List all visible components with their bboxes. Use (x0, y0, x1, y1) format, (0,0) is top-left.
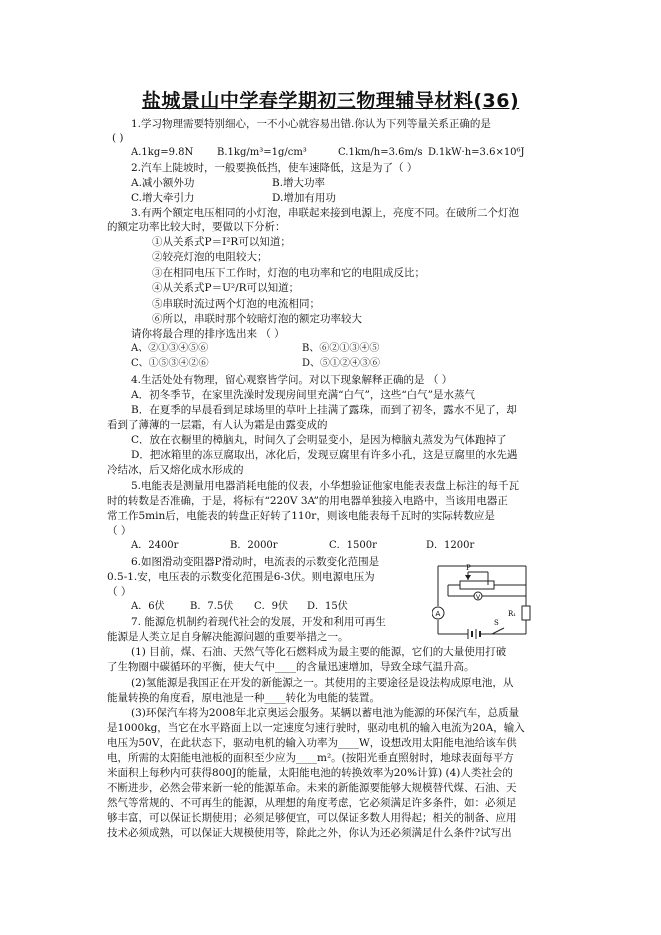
q5-option-a: A．2400r (131, 540, 179, 551)
circuit-diagram (432, 558, 532, 644)
q1-stem: 1.学习物理需要特别细心，一不小心就容易出错.你认为下列等量关系正确的是 (131, 118, 491, 130)
q5-line3: 常工作5min后，电能表的转盘正好转了110r，则该电能表每千瓦时的实际转数应是 (107, 510, 495, 522)
q5-option-b: B．2000r (230, 540, 278, 551)
q4-option-d-line2: 冷结冰，后又熔化成水形成的 (107, 464, 244, 476)
q6-option-c: C．9伏 (254, 601, 289, 612)
q4-option-b-line2: 看到了薄薄的一层霜，有人认为霜是由露变成的 (107, 419, 328, 431)
q3-stem-line1: 3.有两个额定电压相同的小灯泡，串联起来接到电源上，亮度不同。在破所二个灯泡 (131, 207, 520, 219)
q7-line2: 能源是人类立足自身解决能源问题的重要举措之一。 (107, 631, 349, 643)
q4-stem: 4.生活处处有物理，留心观察皆学问。对以下现象解释正确的是 （ ） (131, 374, 453, 386)
q3-step-6: ⑥所以，串联时那个较暗灯泡的额定功率较大 (152, 313, 362, 325)
q7-part3-line7: 然气等常规的、不可再生的能源，从理想的角度考虑，它必须满足许多条件，如：必须足 (107, 797, 517, 809)
q3-option-a: A、②①③④⑤⑥ (131, 343, 209, 354)
q1-option-c: C.1km/h=3.6m/s (338, 147, 423, 158)
q2-option-a: A.减小额外功 (131, 177, 195, 189)
voltmeter-label: V (476, 594, 481, 601)
q3-ask: 请你将最合理的排序选出来 （ ） (131, 328, 285, 340)
q5-paren: （ ） (107, 525, 132, 537)
q3-stem-line2: 的额定功率比较大时，要做以下分析： (107, 221, 286, 233)
q7-part3-line2: 是1000kg，当它在水平路面上以一定速度匀速行驶时，驱动电机的输入电流为20A，输入 (107, 722, 525, 734)
switch-label: S (494, 619, 499, 627)
q5-line2: 时的转数是否准确，于是，将标有“220V 3A”的用电器单独接入电路中，当该用电器正 (107, 495, 508, 507)
q2-option-b: B.增大功率 (272, 177, 326, 189)
q6-paren: （ ） (107, 586, 132, 598)
q7-part2-line1: (2)氢能源是我国正在开发的新能源之一。其使用的主要途径是设法构成原电池，从 (131, 677, 514, 689)
q7-part3-line3: 电压为50V，在此状态下，驱动电机的输入功率为____W，设想改用太阳能电池给该车供 (107, 737, 517, 749)
q4-option-c: C．放在衣橱里的樟脑丸，时间久了会明显变小，是因为樟脑丸蒸发为气体跑掉了 (131, 434, 507, 446)
q3-step-2: ②较亮灯泡的电阻较大； (152, 251, 268, 263)
q4-option-b-line1: B．在夏季的早晨看到足球场里的草叶上挂满了露珠，而到了初冬，露水不见了，却 (131, 404, 517, 416)
q7-part3-line1: (3)环保汽车将为2008年北京奥运会服务。某辆以蓄电池为能源的环保汽车，总质量 (131, 707, 520, 719)
q3-step-1: ①从关系式P＝I²R可以知道； (152, 236, 291, 248)
q7-part1-line2: 了生物圈中碳循环的平衡，使大气中____的含量迅速增加，导致全球气温升高。 (107, 661, 475, 673)
q5-line1: 5.电能表是测量用电器消耗电能的仪表，小华想验证他家电能表表盘上标注的每千瓦 (131, 480, 520, 492)
q7-part3-line6: 不断进步，必然会带来新一轮的能源革命。未来的新能源要能够大规模替代煤、石油、天 (107, 782, 517, 794)
q5-option-c: C．1500r (329, 540, 377, 551)
q3-option-d: D、⑤①②④③⑥ (302, 358, 381, 369)
q7-part1-line1: (1) 目前，煤、石油、天然气等化石燃料成为最主要的能源，它们的大量使用打破 (131, 646, 507, 658)
q1-paren: ( ) (112, 132, 124, 144)
q4-option-a: A．初冬季节，在家里洗澡时发现房间里充满“白气”，这些“白气”是水蒸气 (131, 389, 476, 401)
q7-part3-line9: 技术必须成熟，可以保证大规模使用等，除此之外，你认为还必须满足什么条件?试写出 (107, 827, 512, 839)
q7-line1: 7. 能源危机制约着现代社会的发展，开发和利用可再生 (131, 616, 386, 628)
q7-part3-line4: 电，所需的太阳能电池板的面积至少应为____m²。(按阳光垂直照射时，地球表面每平方 (107, 752, 514, 764)
q6-option-d: D．15伏 (307, 601, 348, 612)
q3-step-4: ④从关系式P＝U²/R可以知道； (152, 282, 300, 294)
q7-part2-line2: 能量转换的角度看，原电池是一种____转化为电能的装置。 (107, 692, 380, 704)
q7-part3-line5: 米面积上每秒内可获得800J的能量，太阳能电池的转换效率为20%计算) (4)人类社会的 (107, 767, 513, 779)
q3-option-b: B、⑥②①③④⑤ (302, 343, 380, 354)
q3-step-3: ③在相同电压下工作时，灯泡的电功率和它的电阻成反比； (152, 267, 425, 279)
q2-option-d: D.增加有用功 (272, 192, 336, 204)
q6-line2: 0.5-1.安，电压表的示数变化范围是6-3伏。则电源电压为 (107, 571, 375, 583)
q5-option-d: D．1200r (426, 540, 475, 551)
q1-option-b: B.1kg/m³=1g/cm³ (217, 147, 307, 158)
page-title: 盐城景山中学春学期初三物理辅导材料(36) (141, 90, 520, 112)
q2-stem: 2.汽车上陡坡时，一般要换低挡，使车速降低，这是为了（ ） (131, 162, 418, 174)
q1-option-a: A.1kg=9.8N (131, 147, 194, 158)
q4-option-d-line1: D．把冰箱里的冻豆腐取出，冰化后，发现豆腐里有许多小孔，这是豆腐里的水先遇 (131, 449, 518, 461)
q6-line1: 6.如图滑动变阻器P滑动时，电流表的示数变化范围是 (131, 556, 380, 568)
q2-option-c: C.增大牵引力 (131, 192, 195, 204)
ammeter-label: A (435, 610, 441, 618)
q1-option-d: D.1kW·h=3.6×10⁶J (428, 147, 525, 158)
resistor-label: R₁ (508, 610, 517, 618)
q6-option-a: A．6伏 (131, 601, 165, 612)
q7-part3-line8: 够丰富，可以保证长期使用；必须足够便宜，可以保证多数人用得起；相关的制备、应用 (107, 812, 517, 824)
q3-option-c: C、①⑤③④②⑥ (131, 358, 209, 369)
q3-step-5: ⑤串联时流过两个灯泡的电流相同； (152, 298, 320, 310)
rheostat-label: P (466, 564, 471, 572)
q6-option-b: B．7.5伏 (190, 601, 234, 612)
